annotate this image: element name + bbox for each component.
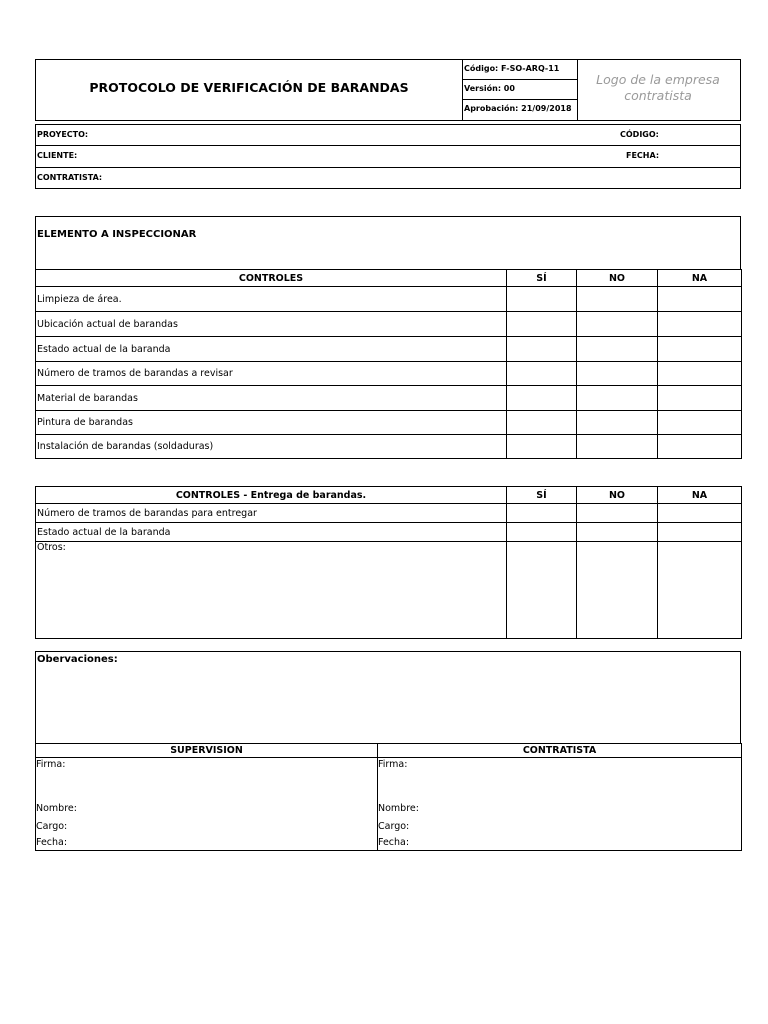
form-approval: Aprobación: 21/09/2018 (464, 104, 572, 113)
na-header: NA (658, 270, 742, 287)
table-row (36, 542, 742, 639)
control-label: Número de tramos de barandas para entregar (36, 504, 507, 523)
na-header: NA (658, 487, 742, 504)
na-cell[interactable] (658, 523, 742, 542)
info-line-1 (35, 145, 741, 146)
yes-cell[interactable] (507, 386, 577, 411)
signature-table (35, 743, 742, 851)
header-divider-right (577, 59, 578, 121)
control-label: Estado actual de la baranda (36, 523, 507, 542)
yes-cell[interactable] (507, 504, 577, 523)
na-cell[interactable] (658, 504, 742, 523)
control-label: Pintura de barandas (36, 411, 507, 435)
na-cell[interactable] (658, 312, 742, 337)
yes-cell[interactable] (507, 542, 577, 639)
name-field-label: Nombre: (378, 803, 419, 814)
form-code: Código: F-SO-ARQ-11 (464, 64, 560, 73)
signature-header-row (36, 744, 742, 758)
na-cell[interactable] (658, 287, 742, 312)
no-cell[interactable] (577, 312, 658, 337)
control-label: Ubicación actual de barandas (36, 312, 507, 337)
no-cell[interactable] (577, 504, 658, 523)
table-row (36, 312, 742, 337)
table-row (36, 386, 742, 411)
signature-field-label: Firma: (36, 759, 66, 770)
yes-cell[interactable] (507, 312, 577, 337)
no-cell[interactable] (577, 337, 658, 362)
control-label: Limpieza de área. (36, 287, 507, 312)
no-header: NO (577, 270, 658, 287)
header-divider-left (462, 59, 463, 121)
table-row (36, 523, 742, 542)
supervision-signature-cell[interactable] (36, 758, 378, 851)
position-field-label: Cargo: (36, 821, 68, 832)
delivery-controls-header: CONTROLES - Entrega de barandas. (36, 487, 507, 504)
table-row (36, 337, 742, 362)
page-title: PROTOCOLO DE VERIFICACIÓN DE BARANDAS (89, 80, 409, 95)
control-label: Número de tramos de barandas a revisar (36, 362, 507, 386)
na-cell[interactable] (658, 337, 742, 362)
yes-cell[interactable] (507, 435, 577, 459)
no-cell[interactable] (577, 523, 658, 542)
yes-cell[interactable] (507, 411, 577, 435)
table-row (36, 362, 742, 386)
na-cell[interactable] (658, 435, 742, 459)
yes-cell[interactable] (507, 337, 577, 362)
element-to-inspect-label: ELEMENTO A INSPECCIONAR (37, 229, 197, 240)
na-cell[interactable] (658, 542, 742, 639)
client-label: CLIENTE: (37, 151, 78, 160)
code-label: CÓDIGO: (620, 130, 659, 139)
no-cell[interactable] (577, 411, 658, 435)
control-label: Material de barandas (36, 386, 507, 411)
project-label: PROYECTO: (37, 130, 89, 139)
no-header: NO (577, 487, 658, 504)
header-row-line-1 (462, 79, 578, 80)
na-cell[interactable] (658, 411, 742, 435)
no-cell[interactable] (577, 386, 658, 411)
table-row (36, 411, 742, 435)
control-label: Estado actual de la baranda (36, 337, 507, 362)
date-label: FECHA: (626, 151, 660, 160)
table-row (36, 504, 742, 523)
logo-placeholder: Logo de la empresa contratista (596, 72, 720, 103)
signature-field-label: Firma: (378, 759, 408, 770)
controls-header: CONTROLES (36, 270, 507, 287)
name-field-label: Nombre: (36, 803, 77, 814)
date-field-label: Fecha: (378, 837, 410, 848)
table-row (36, 287, 742, 312)
contractor-signature-cell[interactable] (378, 758, 742, 851)
signature-body-row (36, 758, 742, 851)
header-row-line-2 (462, 99, 578, 100)
supervision-header: SUPERVISION (36, 744, 378, 758)
yes-header: SÍ (507, 487, 577, 504)
info-line-2 (35, 167, 741, 168)
position-field-label: Cargo: (378, 821, 410, 832)
no-cell[interactable] (577, 542, 658, 639)
form-version: Versión: 00 (464, 84, 515, 93)
no-cell[interactable] (577, 287, 658, 312)
table-header-row (36, 487, 742, 504)
observations-box[interactable] (35, 651, 741, 744)
yes-cell[interactable] (507, 362, 577, 386)
yes-cell[interactable] (507, 287, 577, 312)
na-cell[interactable] (658, 386, 742, 411)
contractor-label: CONTRATISTA: (37, 173, 103, 182)
no-cell[interactable] (577, 435, 658, 459)
inspection-table (35, 269, 742, 459)
yes-header: SÍ (507, 270, 577, 287)
na-cell[interactable] (658, 362, 742, 386)
element-to-inspect-box (35, 216, 741, 270)
delivery-table (35, 486, 742, 639)
table-row (36, 435, 742, 459)
no-cell[interactable] (577, 362, 658, 386)
others-label[interactable]: Otros: (36, 542, 507, 639)
date-field-label: Fecha: (36, 837, 68, 848)
control-label: Instalación de barandas (soldaduras) (36, 435, 507, 459)
yes-cell[interactable] (507, 523, 577, 542)
table-header-row (36, 270, 742, 287)
contractor-header: CONTRATISTA (378, 744, 742, 758)
observations-label: Obervaciones: (37, 654, 118, 665)
